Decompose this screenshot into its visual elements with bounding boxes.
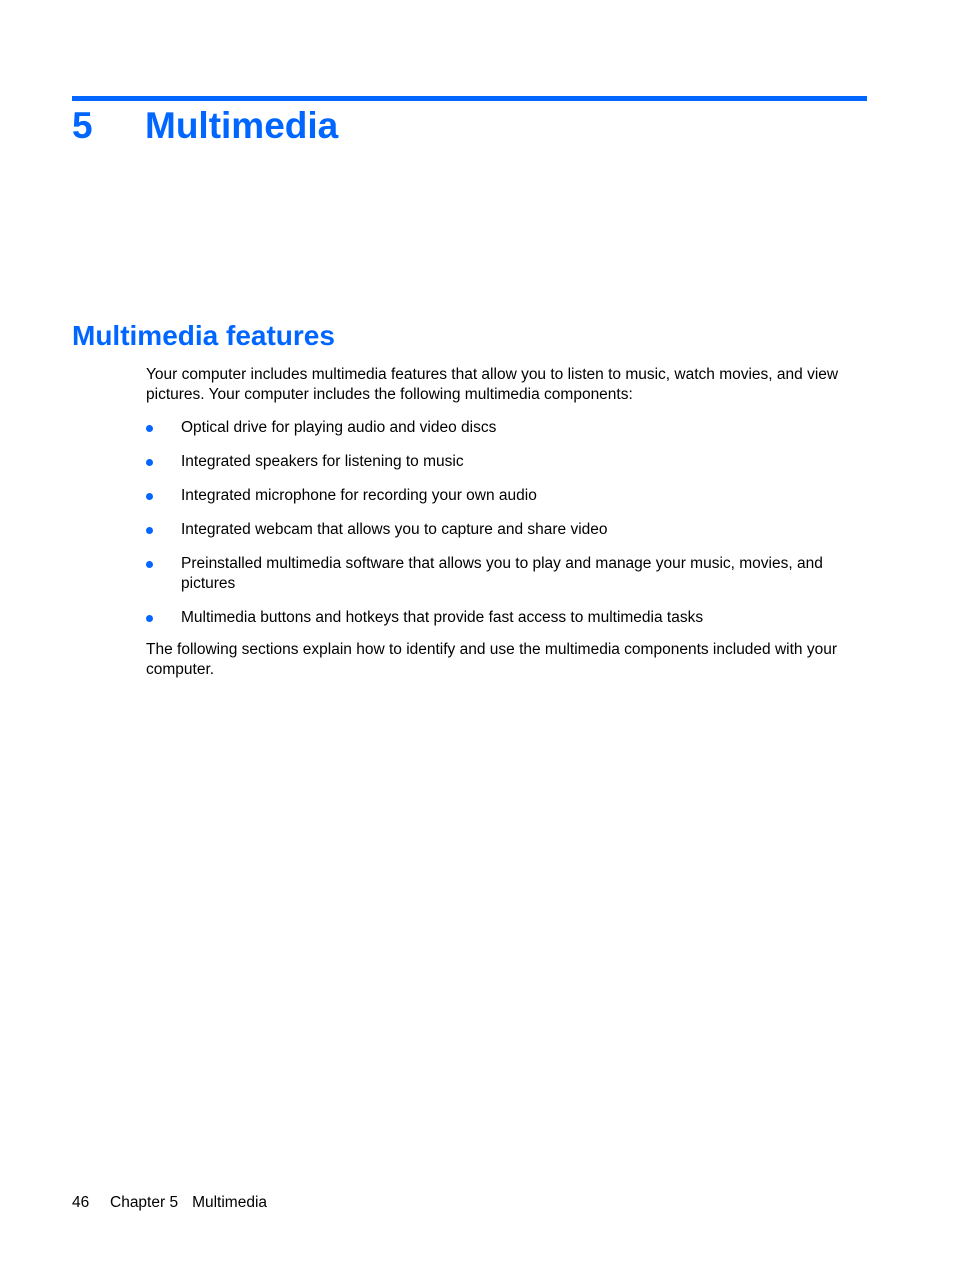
section-body xyxy=(146,365,868,679)
bullet-dot-icon xyxy=(146,527,153,534)
bullet-dot-icon xyxy=(146,493,153,500)
list-item-text: Integrated speakers for listening to music xyxy=(181,453,464,470)
footer-chapter-title: Multimedia xyxy=(192,1194,268,1211)
list-item xyxy=(146,452,868,472)
list-item xyxy=(146,418,868,438)
list-item xyxy=(146,608,868,628)
list-item-text: Integrated microphone for recording your own audio xyxy=(181,487,537,504)
chapter-title: Multimedia xyxy=(145,105,339,146)
chapter-number: 5 xyxy=(72,105,93,146)
list-item-text: Optical drive for playing audio and video discs xyxy=(181,419,497,436)
section-title: Multimedia features xyxy=(72,320,335,351)
intro-paragraph: Your computer includes multimedia features that allow you to listen to music, watch movies, and view pictures. Your computer includes the following multimedia components: xyxy=(146,366,839,403)
closing-paragraph: The following sections explain how to identify and use the multimedia components included with your computer. xyxy=(146,641,837,678)
page-number: 46 xyxy=(72,1194,90,1211)
components-list xyxy=(146,418,868,627)
list-item-text: Preinstalled multimedia software that allows you to play and manage your music, movies, and pictures xyxy=(181,555,823,592)
list-item-text: Multimedia buttons and hotkeys that provide fast access to multimedia tasks xyxy=(181,608,704,626)
footer-chapter-label: Chapter 5 xyxy=(110,1194,179,1211)
list-item xyxy=(146,486,868,506)
list-item xyxy=(146,520,868,540)
list-item-text: Integrated webcam that allows you to capture and share video xyxy=(181,521,608,538)
chapter-heading xyxy=(72,100,338,152)
bullet-dot-icon xyxy=(146,561,153,568)
page-footer xyxy=(72,1193,267,1212)
bullet-dot-icon xyxy=(146,615,153,622)
bullet-dot-icon xyxy=(146,459,153,466)
list-item xyxy=(146,554,868,593)
bullet-dot-icon xyxy=(146,425,153,432)
